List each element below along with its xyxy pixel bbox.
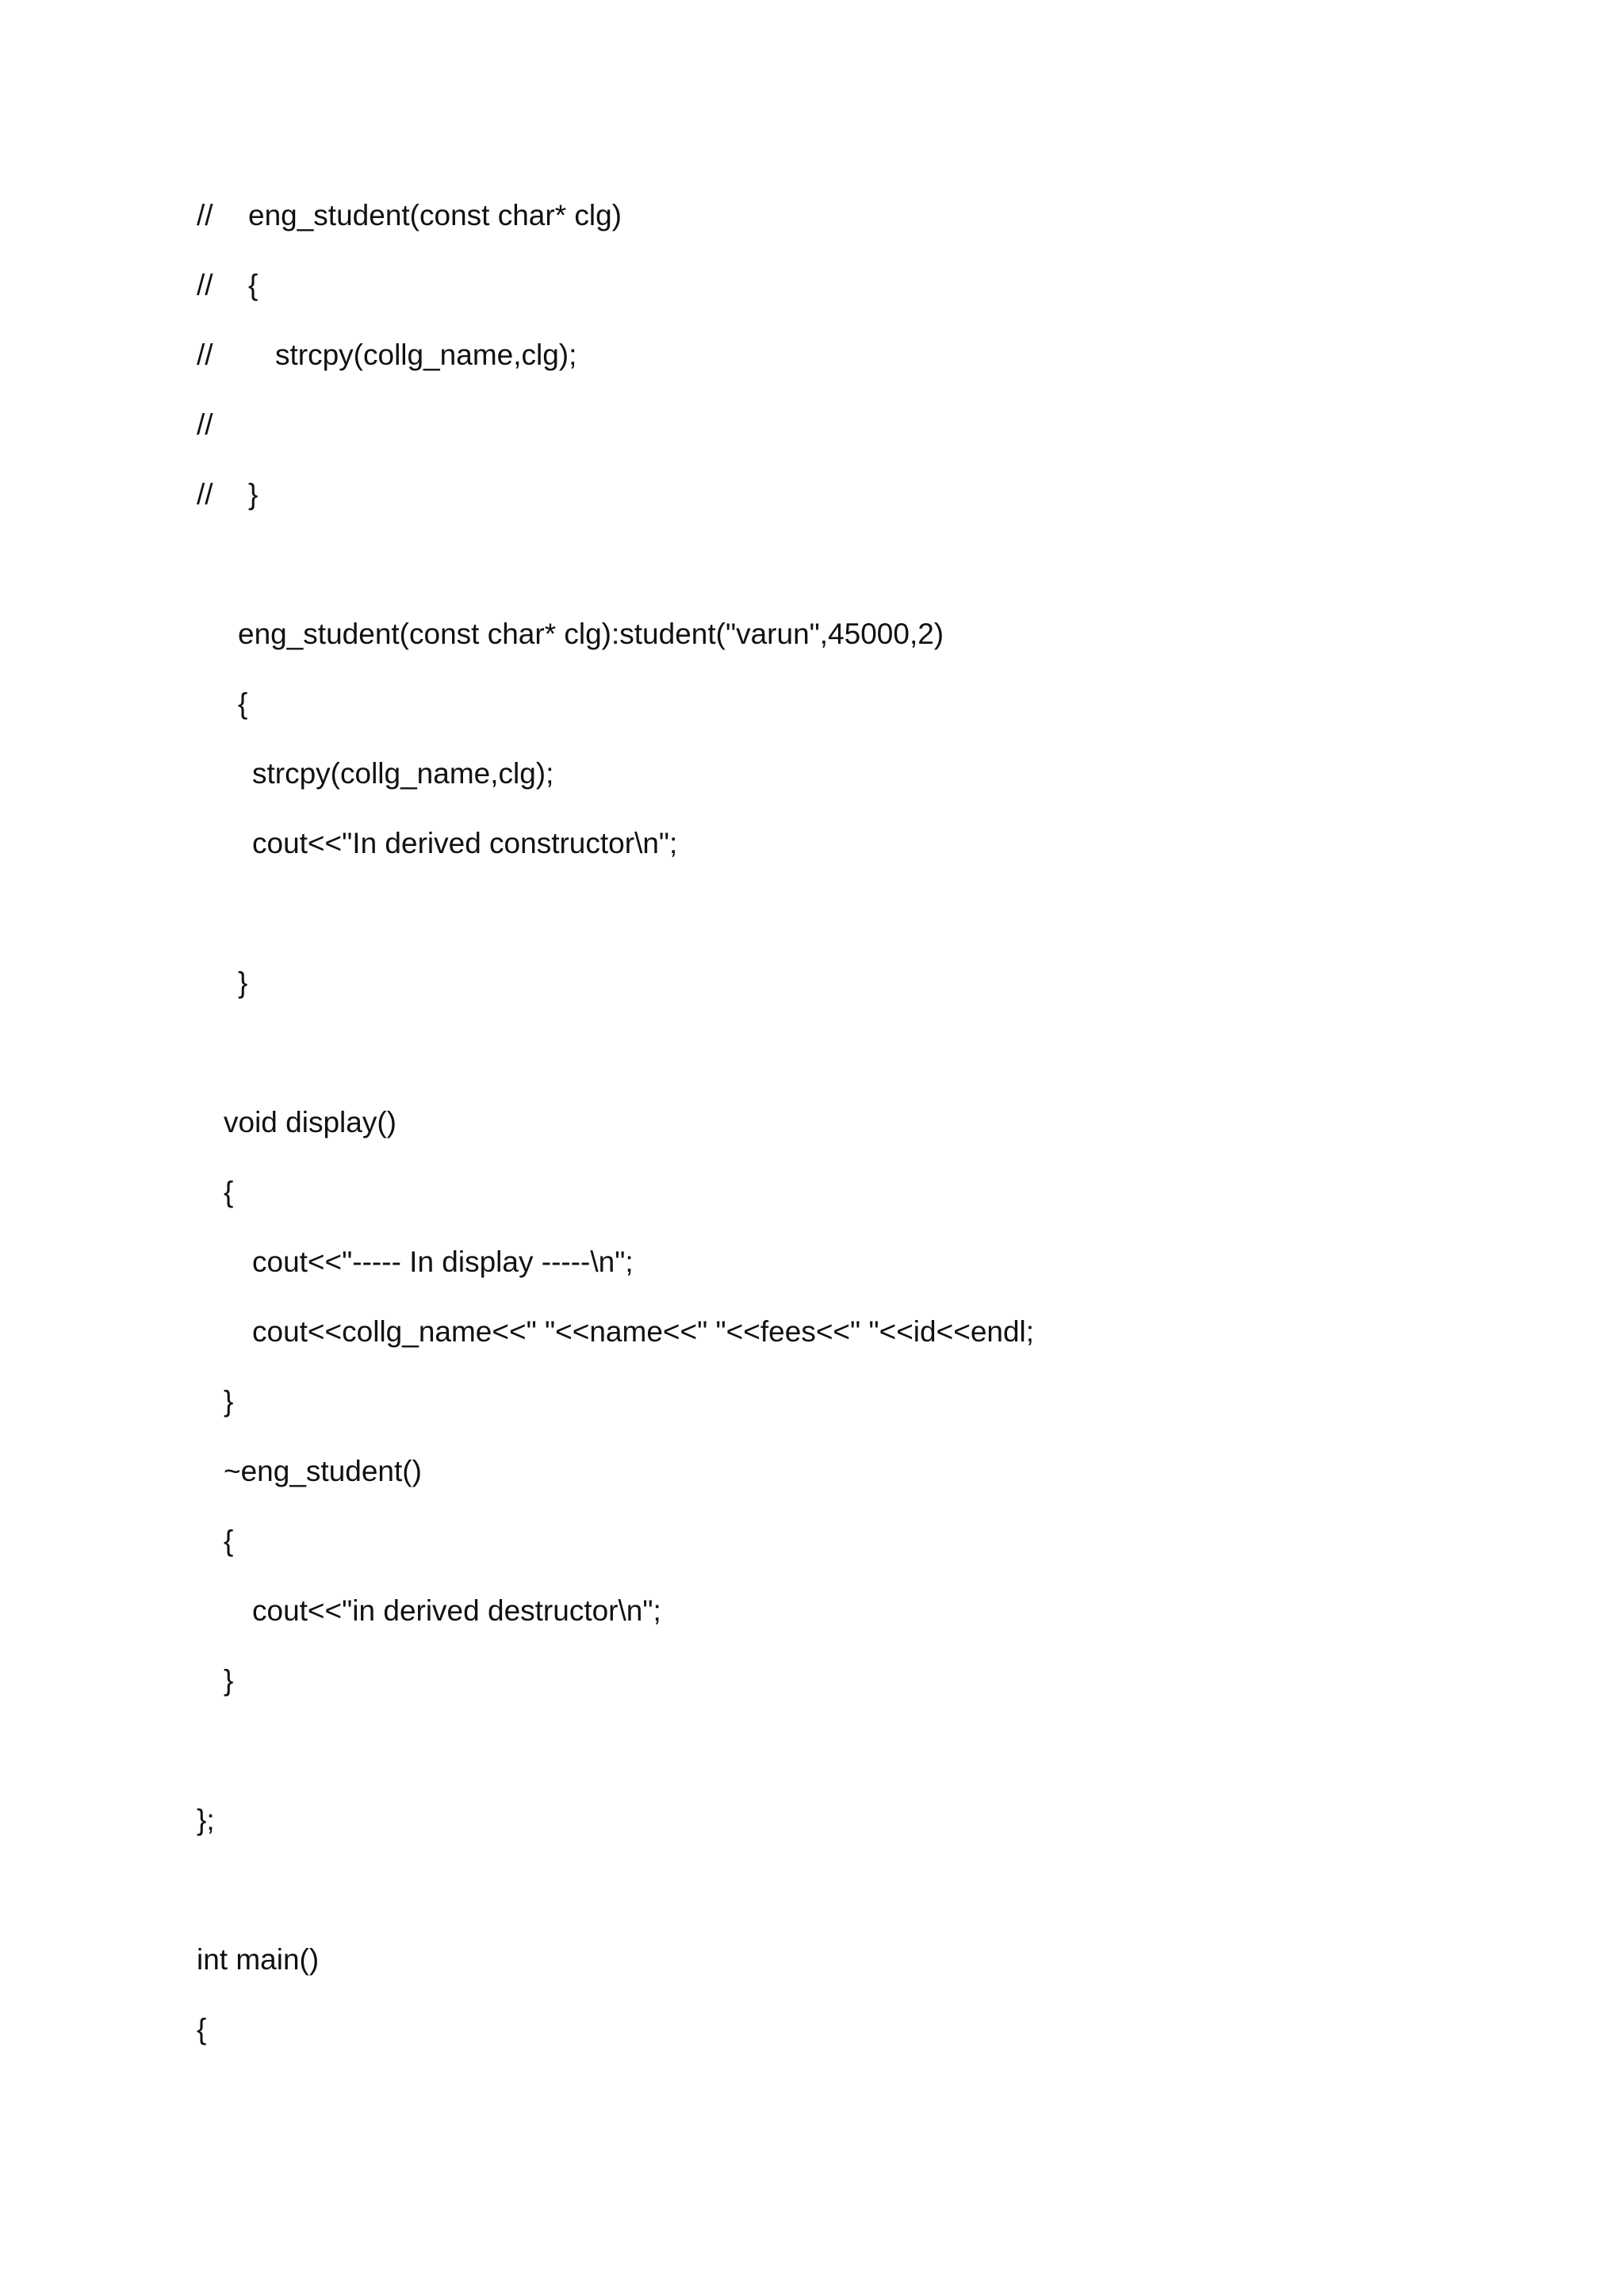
code-line: {: [238, 687, 248, 720]
code-line: cout<<"----- In display -----\n";: [252, 1246, 634, 1278]
code-line: }: [224, 1664, 234, 1697]
code-line: ~eng_student(): [224, 1455, 422, 1487]
code-line: cout<<collg_name<<" "<<name<<" "<<fees<<" "<<id<<endl;: [252, 1315, 1035, 1348]
code-line: strcpy(collg_name,clg);: [275, 339, 577, 371]
code-line: void display(): [224, 1106, 396, 1138]
code-line: strcpy(collg_name,clg);: [252, 757, 554, 790]
code-line: int main(): [197, 1943, 320, 1976]
code-line: }: [248, 478, 259, 511]
code-line: }: [224, 1385, 234, 1418]
code-line: eng_student(const char* clg): [248, 199, 622, 232]
comment-slash: //: [197, 408, 213, 441]
code-line: {: [224, 1525, 234, 1557]
comment-slash: //: [197, 478, 213, 511]
code-line: };: [197, 1804, 215, 1836]
code-line: cout<<"in derived destructor\n";: [252, 1594, 661, 1627]
comment-slash: //: [197, 339, 213, 371]
code-line: {: [197, 2013, 207, 2045]
code-line: }: [238, 966, 248, 999]
code-line: cout<<"In derived constructor\n";: [252, 827, 678, 859]
comment-slash: //: [197, 199, 213, 232]
code-line: {: [224, 1176, 234, 1208]
comment-slash: //: [197, 269, 213, 301]
code-line: eng_student(const char* clg):student("varun",45000,2): [238, 618, 944, 650]
code-line: {: [248, 269, 259, 301]
